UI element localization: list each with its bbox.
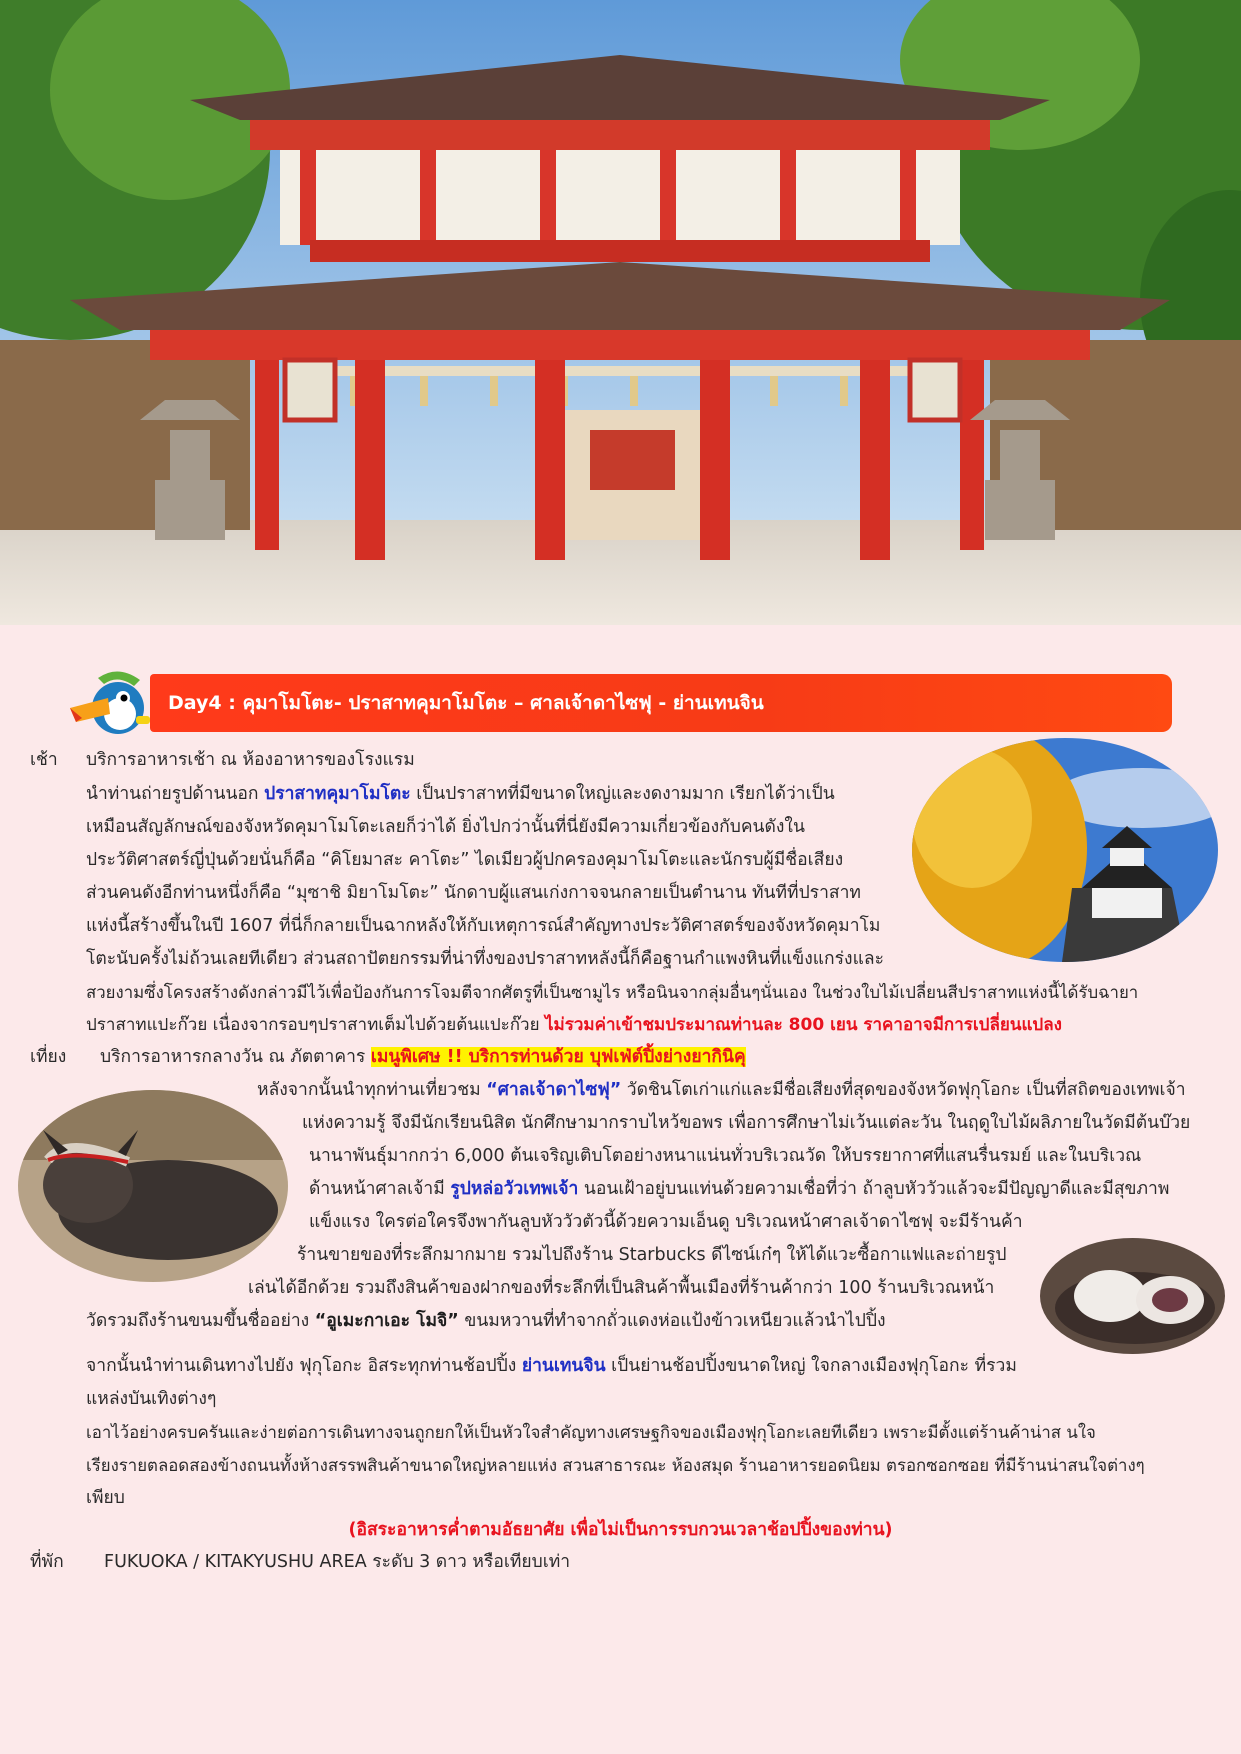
- hero-photo: [0, 0, 1241, 625]
- hotel-text: FUKUOKA / KITAKYUSHU AREA ระดับ 3 ดาว หรือเทียบเท่า: [104, 1552, 571, 1572]
- shrine-gate-illustration: [0, 0, 1241, 625]
- castle-name: ปราสาทคุมาโมโตะ: [264, 784, 411, 804]
- ox-statue-name: รูปหล่อวัวเทพเจ้า: [450, 1179, 579, 1199]
- admission-note: ไม่รวมค่าเข้าชมประมาณท่านละ 800 เยน ราคาอาจมีการเปลี่ยนแปลง: [544, 1015, 1062, 1035]
- dazaifu-line-1: หลังจากนั้นนำทุกท่านเที่ยวชม “ศาลเจ้าดาไซฟุ” วัดชินโตเก่าแก่และมีชื่อเสียงที่สุดของจังหวัดฟุกุโอกะ เป็นที่สถิตของเทพเจ้า: [257, 1080, 1186, 1100]
- tenjin-line-2: แหล่งบันเทิงต่างๆ: [86, 1389, 217, 1409]
- dazaifu-line-6: ร้านขายของที่ระลึกมากมาย รวมไปถึงร้าน Starbucks ดีไซน์เก๋ๆ ให้ได้แวะซื้อกาแฟและถ่ายรูป: [297, 1245, 1007, 1265]
- dazaifu-line-4: ด้านหน้าศาลเจ้ามี รูปหล่อวัวเทพเจ้า นอนเฝ้าอยู่บนแท่นด้วยความเชื่อที่ว่า ถ้าลูบหัววัวแล้วจะมีปัญญาดีและมีสุขภาพ: [309, 1179, 1170, 1199]
- tenjin-line-5: เพียบ: [86, 1488, 125, 1508]
- dazaifu-line-8: วัดรวมถึงร้านขนมขึ้นชื่ออย่าง “อูเมะกาเอะ โมจิ” ขนมหวานที่ทำจากถั่วแดงห่อแป้งข้าวเหนียวแล้วนำไปปิ้ง: [86, 1311, 886, 1331]
- tenjin-line-1: จากนั้นนำท่านเดินทางไปยัง ฟุกุโอกะ อิสระทุกท่านช้อปปิ้ง ย่านเทนจิน เป็นย่านช้อปปิ้งขนาดใหญ่ ใจกลางเมืองฟุกุโอกะ ที่รวม: [86, 1356, 1017, 1376]
- mochi-photo: [1040, 1238, 1225, 1354]
- dazaifu-line-7: เล่นได้อีกด้วย รวมถึงสินค้าของฝากของที่ระลึกที่เป็นสินค้าพื้นเมืองที่ร้านค้ากว่า 100 ร้านบริเวณหน้า: [248, 1278, 995, 1298]
- lunch-highlight: เมนูพิเศษ !! บริการท่านด้วย บุฟเฟ่ต์ปิ้งย่างยากินิคุ: [370, 1047, 746, 1067]
- mochi-name: “อูเมะกาเอะ โมจิ”: [314, 1311, 459, 1331]
- castle-line-7: สวยงามซึ่งโครงสร้างดังกล่าวมีไว้เพื่อป้องกันการโจมตีจากศัตรูที่เป็นซามูไร หรือนินจากลุ่มอื่นๆนั่นเอง ในช่วงใบไม้เปลี่ยนสีปราสาทแห่งนี้ได้รับฉายา: [86, 982, 1139, 1002]
- castle-line-1: นำท่านถ่ายรูปด้านนอก ปราสาทคุมาโมโตะ เป็นปราสาทที่มีขนาดใหญ่และงดงามมาก เรียกได้ว่าเป็น: [86, 784, 835, 804]
- dazaifu-line-5: แข็งแรง ใครต่อใครจึงพากันลูบหัววัวตัวนี้ด้วยความเอ็นดู บริเวณหน้าศาลเจ้าดาไซฟุ จะมีร้านค้า: [309, 1212, 1023, 1232]
- kumamoto-castle-photo: [912, 738, 1218, 962]
- castle-line-8: ปราสาทแปะก๊วย เนื่องจากรอบๆปราสาทเต็มไปด้วยต้นแปะก๊วย ไม่รวมค่าเข้าชมประมาณท่านละ 800 เยน ราคาอาจมีการเปลี่ยนแปลง: [86, 1015, 1062, 1035]
- ox-statue-photo: [18, 1090, 288, 1282]
- toucan-mascot-icon: [68, 664, 158, 744]
- castle-line-5: แห่งนี้สร้างขึ้นในปี 1607 ที่นี่ก็กลายเป็นฉากหลังให้กับเหตุการณ์สำคัญทางประวัติศาสตร์ของจังหวัดคุมาโม: [86, 916, 881, 936]
- castle-line-4: ส่วนคนดังอีกท่านหนึ่งก็คือ “มุซาชิ มิยาโมโตะ” นักดาบผู้แสนเก่งกาจจนกลายเป็นตำนาน ทันทีที่ปราสาท: [86, 883, 861, 903]
- dazaifu-line-2: แห่งความรู้ จึงมีนักเรียนนิสิต นักศึกษามากราบไหว้ขอพร เพื่อการศึกษาไม่เว้นแต่ละวัน ในฤดูใบไม้ผลิภายในวัดมีต้นบ๊วย: [302, 1113, 1191, 1133]
- tenjin-line-3: เอาไว้อย่างครบครันและง่ายต่อการเดินทางจนถูกยกให้เป็นหัวใจสำคัญทางเศรษฐกิจของเมืองฟุกุโอกะเลยทีเดียว เพราะมีตั้งแต่ร้านค้าน่าส นใจ: [86, 1422, 1096, 1442]
- hotel-label: ที่พัก: [30, 1552, 64, 1572]
- dazaifu-name: “ศาลเจ้าดาไซฟุ”: [486, 1080, 622, 1100]
- breakfast-text: บริการอาหารเช้า ณ ห้องอาหารของโรงแรม: [86, 750, 415, 770]
- tenjin-name: ย่านเทนจิน: [521, 1356, 606, 1376]
- lunch-label: เที่ยง: [30, 1047, 67, 1067]
- castle-line-6: โตะนับครั้งไม่ถ้วนเลยทีเดียว ส่วนสถาปัตยกรรมที่น่าทึ่งของปราสาทหลังนี้ก็คือฐานกำแพงหินที่แข็งแกร่งและ: [86, 949, 884, 969]
- castle-line-2: เหมือนสัญลักษณ์ของจังหวัดคุมาโมโตะเลยก็ว่าได้ ยิ่งไปกว่านั้นที่นี่ยังมีความเกี่ยวข้องกับคนดังใน: [86, 817, 805, 837]
- morning-label: เช้า: [30, 750, 58, 770]
- castle-line-3: ประวัติศาสตร์ญี่ปุ่นด้วยนั่นก็คือ “คิโยมาสะ คาโตะ” ไดเมียวผู้ปกครองคุมาโมโตะและนักรบผู้มีชื่อเสียง: [86, 850, 844, 870]
- tenjin-line-4: เรียงรายตลอดสองข้างถนนทั้งห้างสรรพสินค้าขนาดใหญ่หลายแห่ง สวนสาธารณะ ห้องสมุด ร้านอาหารยอดนิยม ตรอกซอกซอย ที่มีร้านน่าสนใจต่างๆ: [86, 1455, 1145, 1475]
- dazaifu-line-3: นานาพันธุ์มากกว่า 6,000 ต้นเจริญเติบโตอย่างหนาแน่นทั่วบริเวณวัด ให้บรรยากาศที่แสนรื่นรมย์ และในบริเวณ: [309, 1146, 1142, 1166]
- day-title: Day4 : คุมาโมโตะ- ปราสาทคุมาโมโตะ – ศาลเจ้าดาไซฟุ - ย่านเทนจิน: [168, 692, 764, 714]
- dinner-note: (อิสระอาหารค่ำตามอัธยาศัย เพื่อไม่เป็นการรบกวนเวลาช้อปปิ้งของท่าน): [348, 1520, 893, 1540]
- lunch-text: บริการอาหารกลางวัน ณ ภัตตาคาร เมนูพิเศษ !! บริการท่านด้วย บุฟเฟ่ต์ปิ้งย่างยากินิคุ: [100, 1047, 746, 1067]
